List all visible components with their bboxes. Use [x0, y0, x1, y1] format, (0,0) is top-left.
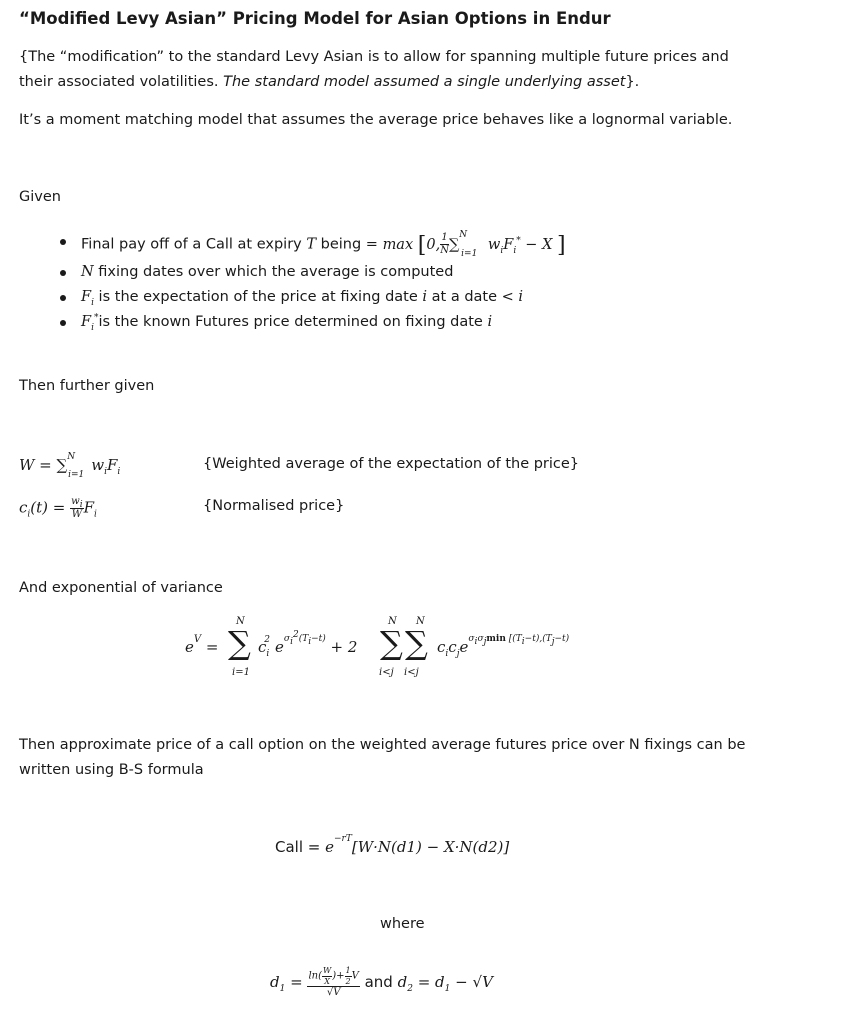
intro-line-2-end: }. [625, 74, 640, 90]
w-definition: $W = \sum^N_{i=1}w_iF_i$ [19, 452, 121, 480]
c-definition: $c_i(t)$ = $\frac{w_i}{W}$ $F_i$ [19, 496, 97, 520]
bullet-dot [60, 320, 66, 326]
bullet-dot [60, 270, 66, 276]
bullet-fixing-dates: N fixing dates over which the average is computed [81, 264, 454, 280]
w-note: {Weighted average of the expectation of the price} [203, 456, 580, 472]
payoff-formula: max [0, $\frac{1}{N}$ ∑$^N_{i=1}$ $w_iF_i^* - X$ ] [382, 229, 566, 260]
bullet-dot [60, 239, 66, 245]
bullet-known-futures: $F_i^*is$ the known Futures price determined on fixing date i [81, 313, 493, 333]
bullet-expectation: $F_i$ is the expectation of the price at fixing date i at a date < i [81, 289, 524, 308]
bullet-payoff: Final pay off of a Call at expiry T being = max [0, $\frac{1}{N}$ ∑$^N_{i=1}$ $w_iF_i^* - X$ ] [81, 229, 566, 260]
intro-line-2-plain: their associated volatilities. [19, 74, 224, 90]
bullet-dot [60, 295, 66, 301]
where-label: where [380, 916, 425, 932]
given-heading: Given [19, 189, 61, 205]
d1-d2-formula: $d_1$ = ln( $\frac{W}{X}$ )+ $\frac{1}{2}$ V √V and $d_2 = d_1 - √V$ [270, 966, 493, 999]
then-further-heading: Then further given [19, 378, 155, 394]
intro-line-1: {The “modification” to the standard Levy Asian is to allow for spanning multiple future prices and [19, 49, 729, 65]
approx-line-2: written using B-S formula [19, 762, 204, 778]
intro-line-2-italic: The standard model assumed a single underlying asset [223, 74, 626, 90]
page-title: “Modified Levy Asian” Pricing Model for Asian Options in Endur [19, 9, 611, 28]
intro-line-2 [19, 74, 639, 91]
approx-line-1: Then approximate price of a call option on the weighted average futures price over N fixings can be [19, 737, 746, 753]
moment-matching-text: It’s a moment matching model that assumes the average price behaves like a lognormal variable. [19, 112, 733, 128]
c-note: {Normalised price} [203, 498, 345, 514]
call-formula: Call = $e^{-rT}[W\cdot N(d1) - X\cdot N(d2)]$ [275, 834, 510, 856]
variance-heading: And exponential of variance [19, 580, 223, 596]
